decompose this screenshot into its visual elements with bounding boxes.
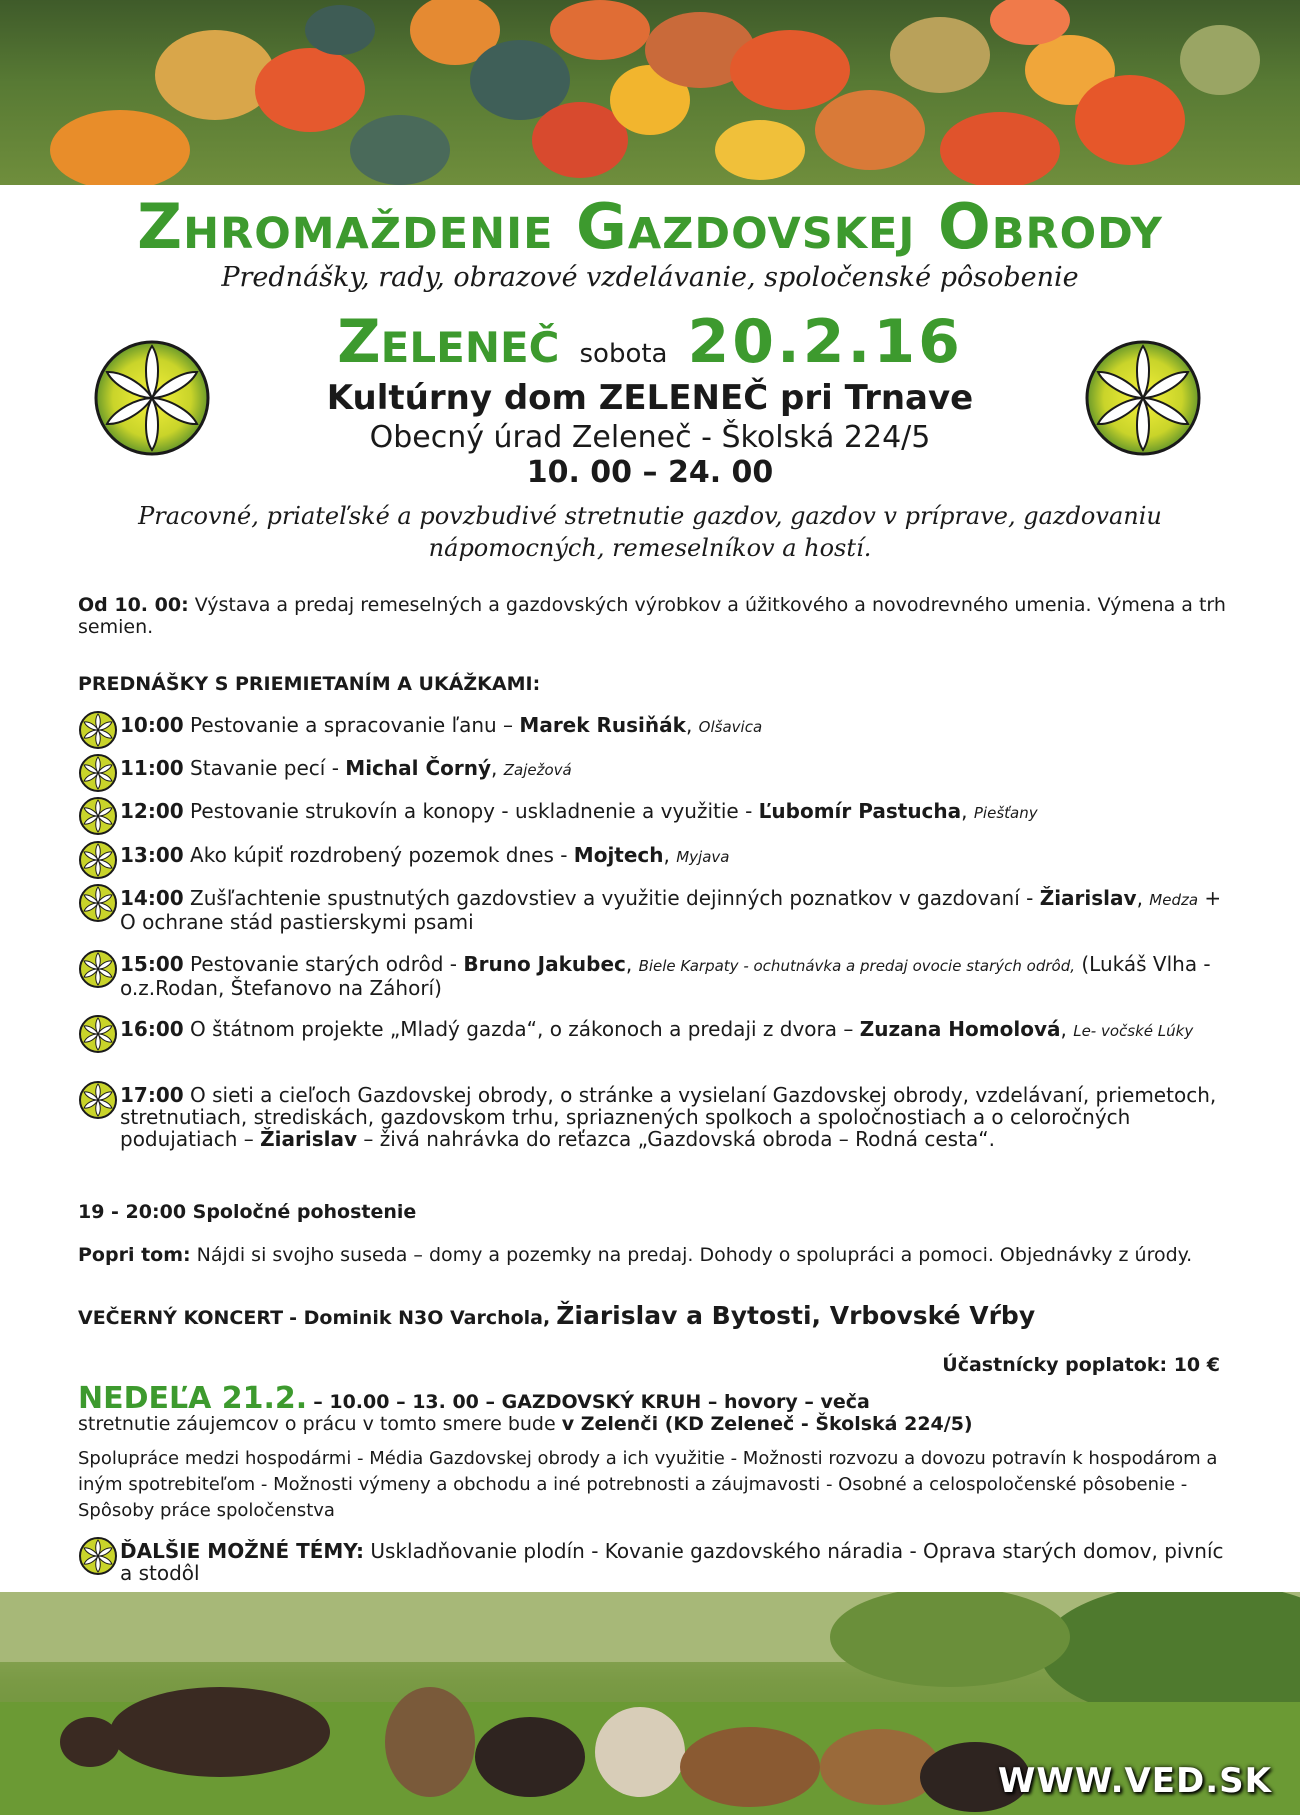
exhibition-text: Výstava a predaj remeselných a gazdovských výrobkov a úžitkového a novodrevného umenia. Výmena a trh semien. xyxy=(78,594,1226,638)
exhibition-label: Od 10. 00: xyxy=(78,594,189,616)
lecture-topic: Pestovanie starých odrôd - xyxy=(190,952,457,976)
lecture-extra: (Lukáš Vlha - o.z.Rodan, Štefanovo na Záhorí) xyxy=(120,952,1211,1000)
event-title: Zhromaždenie Gazdovskej Obrody xyxy=(137,190,1163,263)
concert-small: - Dominik N3O Varchola, xyxy=(289,1307,551,1329)
lecture-time: 12:00 xyxy=(120,799,184,823)
flower-of-life-icon xyxy=(78,883,118,923)
lecture-item: 11:00 Stavanie pecí - Michal Čorný, Zaježová xyxy=(78,757,1228,781)
lecture-item: 12:00 Pestovanie strukovín a konopy - uskladnenie a využitie - Ľubomír Pastucha, Piešťany xyxy=(78,800,1228,824)
event-day: sobota xyxy=(579,339,668,369)
lecture-item: 14:00 Zušľachtenie spustnutých gazdovstiev a využitie dejinných poznatkov v gazdovaní - Žiarislav, Medza + O ochrane stád pastierskymi psami xyxy=(78,887,1228,933)
lecture-speaker: Žiarislav xyxy=(1039,886,1137,910)
flower-of-life-icon xyxy=(78,840,118,880)
more-topics-text: Uskladňovanie plodín - Kovanie gazdovského náradia - Oprava starých domov, pivníc a stodôl xyxy=(120,1539,1224,1585)
lecture-topic: Stavanie pecí - xyxy=(190,756,339,780)
flower-of-life-icon xyxy=(78,1080,118,1120)
lecture-item xyxy=(78,1084,1228,1150)
sunday-line-b: v Zelenči (KD Zeleneč - Školská 224/5) xyxy=(561,1413,973,1435)
lecture-time: 15:00 xyxy=(120,952,184,976)
besides-text: Nájdi si svojho suseda – domy a pozemky na predaj. Dohody o spolupráci a pomoci. Objednávky z úrody. xyxy=(196,1244,1193,1266)
lectures-heading: PREDNÁŠKY S PRIEMIETANÍM A UKÁŽKAMI: xyxy=(78,673,541,695)
sunday-topics: Spolupráce medzi hospodármi - Média Gazdovskej obrody a ich využitie - Možnosti rozvozu a dovozu potravín k hospodárom a iným spotrebiteľom - Možnosti výmeny a obchodu a iné potrebnosti a záujmavosti - Osobné a celospoločenské pôsobenie - Spôsoby práce spoločenstva xyxy=(78,1448,1218,1521)
more-topics xyxy=(78,1540,1228,1584)
lecture-time: 13:00 xyxy=(120,843,184,867)
flower-of-life-icon xyxy=(78,1014,118,1054)
lecture-speaker: Mojtech xyxy=(573,843,664,867)
sunday-heading: NEDEĽA 21.2. xyxy=(78,1381,308,1416)
lecture-place: Piešťany xyxy=(973,804,1038,822)
event-date: 20.2.16 xyxy=(687,307,963,377)
lecture-place: Le- vočské Lúky xyxy=(1073,1022,1194,1040)
flower-of-life-icon xyxy=(78,949,118,989)
pumpkins xyxy=(50,0,1260,185)
flower-of-life-icon xyxy=(78,1536,118,1576)
event-subtitle: Prednášky, rady, obrazové vzdelávanie, spoločenské pôsobenie xyxy=(221,262,1079,293)
lecture-speaker: Michal Čorný xyxy=(345,756,492,780)
lecture-place: Olšavica xyxy=(698,718,763,736)
lecture-time: 10:00 xyxy=(120,713,184,737)
lecture-place: Biele Karpaty - ochutnávka a predaj ovocie starých odrôd, xyxy=(638,957,1076,975)
lecture-topic: Pestovanie a spracovanie ľanu – xyxy=(190,713,514,737)
lecture-speaker: Bruno Jakubec xyxy=(463,952,626,976)
lecture-speaker: Ľubomír Pastucha xyxy=(758,799,962,823)
lecture-speaker: Žiarislav xyxy=(260,1127,358,1151)
lecture-item: 13:00 Ako kúpiť rozdrobený pozemok dnes - Mojtech, Myjava xyxy=(78,844,1228,868)
sunday-line-a: stretnutie záujemcov o prácu v tomto smere bude xyxy=(78,1413,556,1435)
lecture-extra: + O ochrane stád pastierskymi psami xyxy=(120,886,1222,934)
pumpkin-photo xyxy=(0,0,1300,185)
besides-paragraph xyxy=(78,1244,1228,1266)
lecture-extra: – živá nahrávka do reťazca „Gazdovská obroda – Rodná cesta“. xyxy=(363,1127,995,1151)
lecture-item: 16:00 O štátnom projekte „Mladý gazda“, o zákonoch a predaji z dvora – Zuzana Homolová, Le- vočské Lúky xyxy=(78,1018,1228,1042)
concert-big: Žiarislav a Bytosti, Vrbovské Vŕby xyxy=(556,1301,1036,1330)
venue: Kultúrny dom ZELENEČ pri Trnave xyxy=(326,378,974,418)
lecture-place: Myjava xyxy=(676,848,730,866)
sunday-time: – 10.00 – 13. 00 – GAZDOVSKÝ KRUH – hovory – veča xyxy=(313,1391,870,1413)
concert-line xyxy=(78,1301,1228,1330)
concert-label: VEČERNÝ KONCERT xyxy=(78,1307,284,1329)
exhibition-paragraph xyxy=(78,594,1228,638)
lecture-place: Zaježová xyxy=(503,761,572,779)
lecture-place: Medza xyxy=(1149,891,1199,909)
lecture-time: 17:00 xyxy=(120,1083,184,1107)
flower-of-life-icon xyxy=(78,710,118,750)
lecture-topic: Ako kúpiť rozdrobený pozemok dnes - xyxy=(190,843,568,867)
more-topics-label: ĎALŠIE MOŽNÉ TÉMY: xyxy=(120,1539,365,1563)
lecture-speaker: Zuzana Homolová xyxy=(859,1017,1061,1041)
address: Obecný úrad Zeleneč - Školská 224/5 xyxy=(369,420,931,455)
place-name: Zeleneč xyxy=(337,307,560,377)
flower-of-life-icon xyxy=(78,753,118,793)
lecture-item: 15:00 Pestovanie starých odrôd - Bruno Jakubec, Biele Karpaty - ochutnávka a predaj ovocie starých odrôd, (Lukáš Vlha - o.z.Rodan, Štefanovo na Záhorí) xyxy=(78,953,1228,999)
opening-hours: 10. 00 – 24. 00 xyxy=(526,455,774,490)
lecture-speaker: Marek Rusiňák xyxy=(519,713,686,737)
dinner-line: 19 - 20:00 Spoločné pohostenie xyxy=(78,1201,417,1223)
lecture-item: 10:00 Pestovanie a spracovanie ľanu – Marek Rusiňák, Olšavica xyxy=(78,714,1228,738)
lecture-topic: O štátnom projekte „Mladý gazda“, o zákonoch a predaji z dvora – xyxy=(190,1017,854,1041)
sunday-paragraph xyxy=(78,1381,1228,1435)
lecture-time: 14:00 xyxy=(120,886,184,910)
website-url[interactable]: WWW.VED.SK xyxy=(997,1761,1272,1801)
besides-label: Popri tom: xyxy=(78,1244,191,1266)
goats-photo xyxy=(0,1592,1300,1815)
lecture-time: 11:00 xyxy=(120,756,184,780)
lecture-time: 16:00 xyxy=(120,1017,184,1041)
lecture-topic: Pestovanie strukovín a konopy - uskladnenie a využitie - xyxy=(190,799,753,823)
intro-text: Pracovné, priateľské a povzbudivé stretnutie gazdov, gazdov v príprave, gazdovaniu nápomocných, remeselníkov a hostí. xyxy=(138,502,1162,562)
lecture-topic: O sieti a cieľoch Gazdovskej obrody, o stránke a vysielaní Gazdovskej obrody, vzdelávaní, priemetoch, stretnutiach, strediskách, gazdovskom trhu, spriaznených spolkoch a spoločnostiach a o celoročných podujatiach – xyxy=(120,1083,1217,1151)
place-date-line xyxy=(0,307,1300,377)
participation-fee: Účastnícky poplatok: 10 € xyxy=(942,1354,1220,1376)
flower-of-life-icon xyxy=(78,796,118,836)
lecture-topic: Zušľachtenie spustnutých gazdovstiev a využitie dejinných poznatkov v gazdovaní - xyxy=(190,886,1034,910)
